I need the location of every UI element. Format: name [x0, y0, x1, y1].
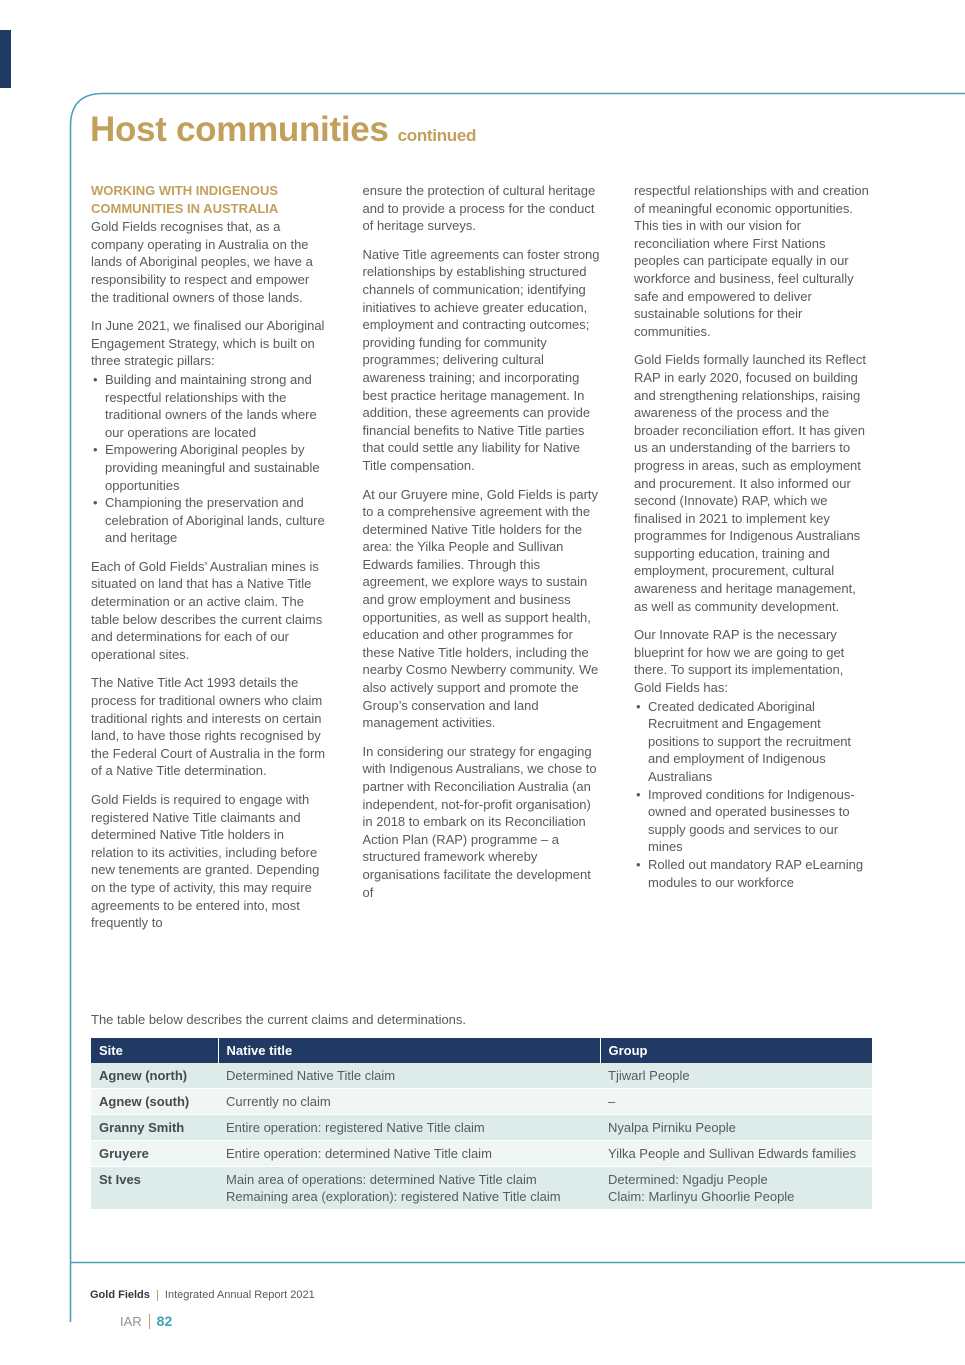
table-row — [91, 1089, 872, 1115]
site-cell: Granny Smith — [91, 1115, 218, 1141]
table-header-row — [91, 1038, 872, 1063]
text-column — [91, 182, 329, 943]
site-cell: Agnew (north) — [91, 1063, 218, 1089]
bullet-list — [91, 371, 329, 547]
table-row — [91, 1115, 872, 1141]
site-cell: Gruyere — [91, 1141, 218, 1167]
body-paragraph: Gold Fields recognises that, as a company operating in Australia on the lands of Aboriginal peoples, we have a responsibility to respect and empower the traditional owners of those lands. — [91, 219, 313, 305]
bullet-item: • Created dedicated Aboriginal Recruitment and Engagement positions to support the recruitment and employment of Indigenous Australians — [634, 698, 872, 786]
table-header-cell: Site — [91, 1038, 218, 1063]
footer-report-title: Integrated Annual Report 2021 — [164, 1289, 315, 1301]
body-paragraph: ensure the protection of cultural heritage and to provide a process for the conduct of heritage surveys. — [362, 183, 596, 234]
table-intro: The table below describes the current claims and determinations. — [91, 1012, 467, 1027]
body-paragraph: Each of Gold Fields’ Australian mines is situated on land that has a Native Title determination or an active claim. The table below describes the current claims and determinations for each of our operational sites. — [91, 558, 323, 662]
native-title-cell: Entire operation: registered Native Title claim — [218, 1115, 600, 1141]
body-columns — [91, 182, 872, 943]
site-cell: St Ives — [91, 1167, 218, 1210]
body-paragraph: At our Gruyere mine, Gold Fields is party to a comprehensive agreement with the determined Native Title holders for the area: the Yilka People and Sullivan Edwards families. Through this agreement, we explore ways to sustain and grow employment and business opportunities, as well as support health, education and other programmes for these Native Title holders, including the nearby Cosmo Newberry community. We also actively support and promote the Group’s conservation and land management activities. — [362, 486, 599, 731]
body-paragraph: respectful relationships with and creation of meaningful economic opportunities. This ties in with our vision for reconciliation where First Nations peoples can participate equally in our workforce and business, feel culturally safe and empowered to deliver sustainable solutions for their communities. — [634, 183, 869, 339]
body-paragraph: In June 2021, we finalised our Aboriginal Engagement Strategy, which is built on three strategic pillars: — [91, 318, 325, 369]
group-cell: Yilka People and Sullivan Edwards families — [600, 1141, 872, 1167]
body-paragraph: Native Title agreements can foster strong relationships by establishing structured channels of communication; identifying initiatives to achieve greater education, employment and contracting outcomes; providing funding for community programmes; delivering cultural awareness training; and incorporating best practice heritage management. In addition, these agreements can provide financial benefits to Native Title parties that could settle any liability for Native Title compensation. — [362, 246, 600, 473]
body-paragraph: The Native Title Act 1993 details the process for traditional owners who claim traditional rights and interests on certain land, to have those rights recognised by the Federal Court of Australia in the form of a Native Title determination. — [91, 675, 326, 779]
text-column — [363, 182, 601, 943]
group-cell: Determined: Ngadju People Claim: Marlinyu Ghoorlie People — [600, 1167, 872, 1210]
footer-brand: Gold Fields — [90, 1289, 150, 1301]
bullet-item: • Improved conditions for Indigenous-owned and operated businesses to supply goods and services to our mines — [634, 786, 872, 856]
table-row — [91, 1167, 872, 1210]
native-title-cell: Currently no claim — [218, 1089, 600, 1115]
footer-divider — [157, 1290, 158, 1301]
body-paragraph: In considering our strategy for engaging with Indigenous Australians, we chose to partner with Reconciliation Australia (an independent, not-for-profit organisation) in 2018 to embark on its Reconciliation Action Plan (RAP) programme – a structured framework whereby organisations facilitate the development of — [362, 743, 597, 900]
site-cell: Agnew (south) — [91, 1089, 218, 1115]
page-number: 82 — [156, 1313, 173, 1329]
page-title-continued-label: continued — [397, 126, 477, 145]
bullet-item: • Rolled out mandatory RAP eLearning modules to our workforce — [634, 856, 872, 891]
page-number-block — [120, 1313, 172, 1329]
bullet-item: • Championing the preservation and celebration of Aboriginal lands, culture and heritage — [91, 494, 329, 547]
native-title-cell: Main area of operations: determined Native Title claim Remaining area (exploration): registered Native Title claim — [218, 1167, 600, 1210]
bullet-item: • Empowering Aboriginal peoples by providing meaningful and sustainable opportunities — [91, 441, 329, 494]
group-cell: Nyalpa Pirniku People — [600, 1115, 872, 1141]
body-paragraph: Our Innovate RAP is the necessary blueprint for how we are going to get there. To support its implementation, Gold Fields has: — [634, 627, 845, 696]
table-header-cell: Group — [600, 1038, 872, 1063]
page-title — [90, 110, 476, 150]
group-cell: Tjiwarl People — [600, 1063, 872, 1089]
table-row — [91, 1141, 872, 1167]
table-header — [91, 1038, 872, 1063]
table-body — [91, 1063, 872, 1210]
page-title-text: Host communities — [90, 110, 389, 149]
group-cell: – — [600, 1089, 872, 1115]
page-edge-tab — [0, 30, 11, 88]
text-column — [634, 182, 872, 943]
bullet-item: • Building and maintaining strong and respectful relationships with the traditional owners of the lands where our operations are located — [91, 371, 329, 441]
table-header-cell: Native title — [218, 1038, 600, 1063]
native-title-table — [91, 1038, 872, 1210]
footer-iar-label: IAR — [120, 1313, 142, 1329]
page-number-divider — [149, 1314, 150, 1329]
native-title-cell: Entire operation: determined Native Title claim — [218, 1141, 600, 1167]
footer — [90, 1289, 315, 1301]
native-title-cell: Determined Native Title claim — [218, 1063, 600, 1089]
body-paragraph: Gold Fields formally launched its Reflect RAP in early 2020, focused on building and strengthening relationships, raising awareness of the process and the broader reconciliation effort. It has given us an understanding of the barriers to progress in areas, such as employment and procurement. It also informed our second (Innovate) RAP, which we finalised in 2021 to implement key programmes for Indigenous Australians supporting education, training and employment, procurement, cultural awareness and heritage management, as well as community development. — [634, 352, 866, 614]
bullet-list — [634, 698, 872, 892]
body-paragraph: Gold Fields is required to engage with registered Native Title claimants and determined Native Title holders in relation to its activities, including before new tenements are granted. Depending on the type of activity, this may require agreements to be entered into, most frequently to — [91, 792, 320, 931]
section-heading: WORKING WITH INDIGENOUS COMMUNITIES IN AUSTRALIA — [91, 183, 279, 216]
table-row — [91, 1063, 872, 1089]
